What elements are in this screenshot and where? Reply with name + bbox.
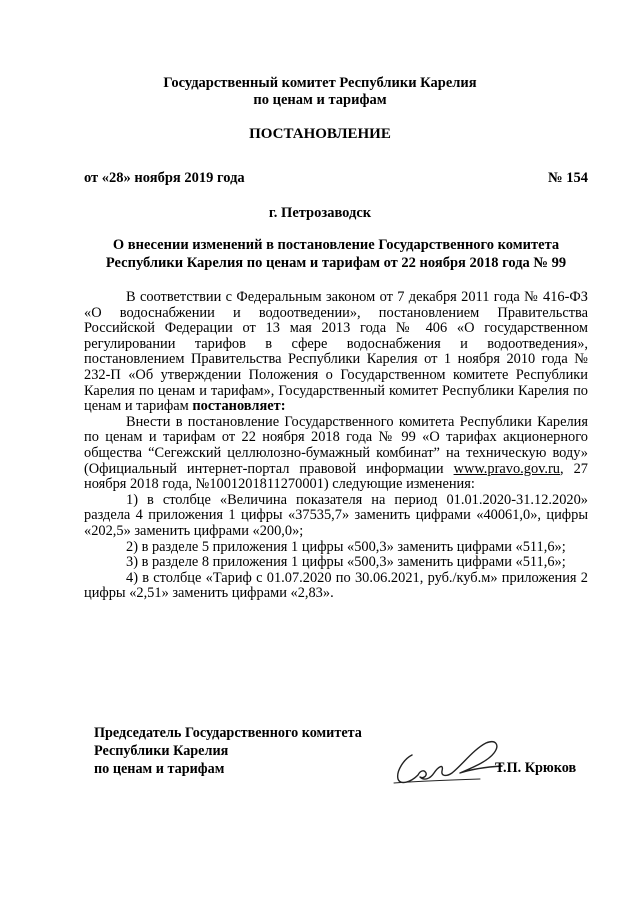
item-3: 3) в разделе 8 приложения 1 цифры «500,3» заменить цифрами «511,6»; bbox=[126, 554, 566, 571]
preamble-resolves: постановляет: bbox=[192, 398, 286, 415]
intro-paragraph bbox=[84, 415, 588, 493]
doc-date: от «28» ноября 2019 года bbox=[84, 170, 245, 186]
intro-text-b: , 27 ноября 2018 года, №1001201811270001) следующие изменения: bbox=[84, 460, 588, 493]
intro-text-a: Внести в постановление Государственного комитета Республики Карелия по ценам и тарифам от 22 ноября 2018 года № 99 «О тарифах акционерного общества “Сегежский целлюлозно-бумажный комбинат” на техническую воду» (Официальный интернет-портал правовой информации bbox=[84, 413, 588, 477]
org-line-1: Государственный комитет Республики Карелия bbox=[163, 75, 477, 91]
doc-body bbox=[84, 290, 588, 602]
item-2: 2) в разделе 5 приложения 1 цифры «500,3» заменить цифрами «511,6»; bbox=[126, 538, 566, 555]
signatory-line-2: Республики Карелия bbox=[94, 743, 229, 759]
doc-meta bbox=[84, 170, 588, 187]
title-line-2: Республики Карелия по ценам и тарифам от 22 ноября 2018 года № 99 bbox=[105, 254, 567, 271]
preamble-text: В соответствии с Федеральным законом от 7 декабря 2011 года № 416-ФЗ «О водоснабжении и водоотведении», постановлением Правительства Российской Федерации от 13 мая 2013 года № 406 «О государственном регулировании тарифов в сфере водоснабжения и водоотведения», постановлением Правительства Республики Карелия от 1 ноября 2010 года № 232-П «Об утверждении Положения о Государственном комитете Республики Карелия по ценам и тарифам», Государственный комитет Республики Карелия по ценам и тарифам bbox=[84, 289, 588, 415]
item-4: 4) в столбце «Тариф с 01.07.2020 по 30.06.2021, руб./куб.м» приложения 2 цифры «2,51» заменить цифрами «2,83». bbox=[84, 569, 588, 602]
signatory-line-3: по ценам и тарифам bbox=[94, 761, 225, 777]
item-1: 1) в столбце «Величина показателя на период 01.01.2020-31.12.2020» раздела 4 приложения 1 цифры «37535,7» заменить цифрами «40061,0», цифры «202,5» заменить цифрами «200,0»; bbox=[84, 491, 588, 539]
doc-city: г. Петрозаводск bbox=[268, 205, 372, 221]
preamble-paragraph bbox=[84, 290, 588, 415]
doc-number: № 154 bbox=[548, 170, 588, 186]
doc-title bbox=[84, 237, 588, 272]
title-line-1: О внесении изменений в постановление Государственного комитета bbox=[112, 237, 560, 253]
handwritten-signature bbox=[390, 733, 508, 793]
org-line-2: по ценам и тарифам bbox=[253, 92, 387, 108]
signatory-name: Т.П. Крюков bbox=[495, 760, 577, 776]
pravo-link[interactable]: www.pravo.gov.ru bbox=[453, 460, 561, 477]
org-header bbox=[0, 75, 640, 109]
signatory-line-1: Председатель Государственного комитета bbox=[94, 725, 362, 741]
doc-type: ПОСТАНОВЛЕНИЕ bbox=[249, 126, 391, 142]
signatory-block bbox=[94, 724, 362, 778]
